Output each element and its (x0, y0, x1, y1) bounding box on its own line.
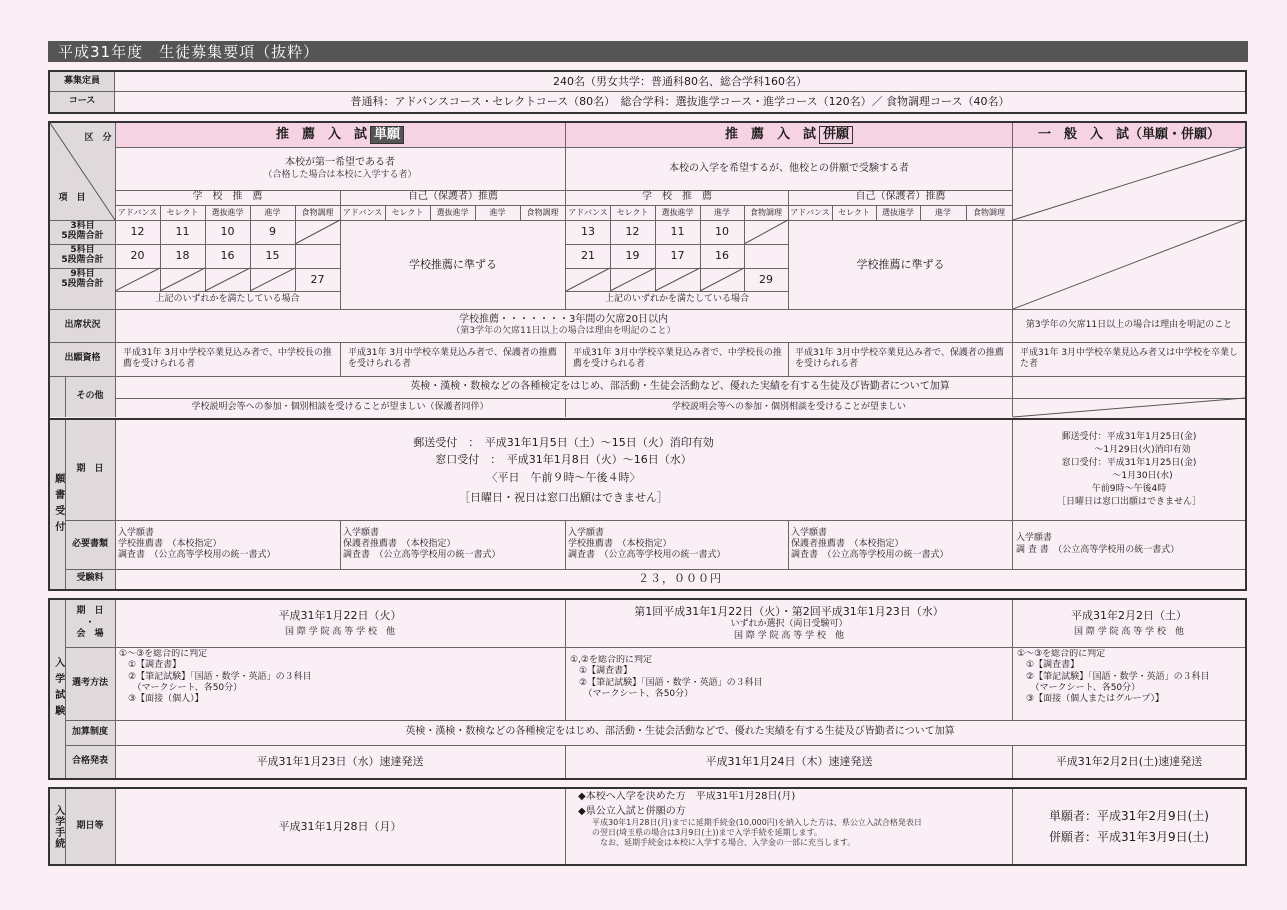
course-advance: アドバンス (790, 207, 830, 217)
procedure-single: 平成31年1月28日（月） (278, 819, 402, 833)
score-cell: 11 (175, 225, 190, 239)
course-advance: アドバンス (568, 207, 608, 217)
combined-self-rec: 自己（保護者）推薦 (855, 191, 946, 203)
qual-single-self: 平成31年 3月中学校卒業見込み者で、保護者の推薦を受けられる者 (348, 347, 557, 369)
enrollment-value: 240名（男女共学：普通科80名、総合学科160名） (553, 74, 807, 88)
course-shingaku: 進学 (489, 207, 506, 217)
exam-single-date: 平成31年1月22日（火） 国 際 学 院 高 等 学 校 他 (278, 608, 402, 638)
row-5-subjects: 5科目 5段階合計 (61, 245, 104, 265)
procedure-general: 単願者：平成31年2月9日(土) 併願者：平成31年3月9日(土) (1049, 809, 1209, 844)
score-cell: 12 (625, 225, 640, 239)
score-cell: 10 (715, 225, 729, 239)
course-select: セレクト (616, 207, 649, 217)
other-main: 英検・漢検・数検などの各種検定をはじめ、部活動・生徒会活動など、優れた実績を有する生徒及び皆勤者について加算 (410, 380, 950, 392)
single-self-follow: 学校推薦に準ずる (409, 257, 497, 271)
course-food: 食物調理 (301, 207, 334, 217)
course-food: 食物調理 (526, 207, 559, 217)
single-badge: 単願 (370, 126, 404, 144)
combined-target: 本校の入学を希望するが、他校との併願で受験する者 (669, 162, 909, 174)
method-combined: ①,②を総合的に判定 ①【調査書】 ②【筆記試験】「国語・数学・英語」の３科目 （マークシート、各50分） (570, 655, 763, 699)
docs-combined-self: 入学願書 保護者推薦書 （本校指定） 調査書 （公立高等学校用の統一書式） (791, 527, 949, 561)
score-cell: 16 (220, 249, 235, 263)
method-single: ①～③を総合的に判定 ①【調査書】 ②【筆記試験】「国語・数学・英語」の３科目 （マークシート、各50分） ③【面接（個人）】 (119, 649, 312, 704)
course-value: 普通科：アドバンスコース・セレクトコース（80名） 総合学科：選抜進学コース・進学コース（120名）／ 食物調理コース（40名） (350, 95, 1010, 109)
exam-general-date: 平成31年2月2日（土） 国 際 学 院 高 等 学 校 他 (1071, 608, 1187, 638)
course-label: コース (68, 96, 96, 107)
bonus-label: 加算制度 (71, 726, 108, 737)
attendance-general: 第3学年の欠席11日以上の場合は理由を明記のこと (1025, 319, 1233, 330)
kubun-label: 区 分 (84, 133, 112, 144)
row-3-subjects: 3科目 5段階合計 (61, 221, 104, 241)
combined-self-follow: 学校推薦に準ずる (856, 257, 945, 271)
other-single: 学校説明会等への参加・個別相談を受けることが望ましい（保護者同伴） (191, 401, 489, 412)
app-period-general: 郵送受付：平成31年1月25日(金) ～1月29日(火)消印有効 窓口受付：平成31年1月25日(金) ～1月30日(水) 午前9時～午後4時 ［日曜日は窓口出願はできません］ (1056, 431, 1201, 508)
combined-badge: 併願 (819, 126, 853, 144)
course-food: 食物調理 (973, 207, 1005, 217)
general-header: 一 般 入 試（単願・併願） (1037, 126, 1220, 142)
score-cell: 29 (759, 272, 773, 286)
exam-date-label: 期 日 ・ 会 場 (76, 605, 104, 640)
attendance-label: 出席状況 (64, 319, 101, 330)
procedure-label: 期日等 (76, 820, 104, 831)
score-cell: 19 (625, 249, 640, 263)
single-school-rec: 学 校 推 薦 (192, 191, 263, 203)
score-cell: 20 (130, 249, 145, 263)
docs-label: 必要書類 (71, 538, 108, 549)
course-senbatsu: 選抜進学 (436, 207, 469, 217)
course-select: セレクト (391, 207, 424, 217)
other-label: その他 (76, 390, 104, 401)
exam-combined-date: 第1回平成31年1月22日（火）・第2回平成31年1月23日（水） いずれか選択（両日受験可） 国 際 学 院 高 等 学 校 他 (634, 604, 944, 641)
enrollment-label: 募集定員 (63, 75, 100, 86)
page-title: 平成31年度 生徒募集要項（抜粋） (48, 41, 1248, 62)
row-9-subjects: 9科目 5段階合計 (61, 269, 104, 289)
docs-single-self: 入学願書 保護者推薦書 （本校指定） 調査書 （公立高等学校用の統一書式） (343, 527, 501, 561)
either-note: 上記のいずれかを満たしている場合 (604, 294, 749, 305)
method-label: 選考方法 (71, 677, 108, 688)
procedure-side-label: 入学手続 (52, 804, 64, 849)
course-food: 食物調理 (750, 207, 782, 217)
either-note: 上記のいずれかを満たしている場合 (155, 294, 300, 305)
course-select: セレクト (166, 207, 199, 217)
score-cell: 17 (670, 249, 685, 263)
course-advance: アドバンス (342, 207, 383, 217)
rec-single-header: 推 薦 入 試 単願 (115, 123, 565, 147)
docs-combined-school: 入学願書 学校推薦書 （本校指定） 調査書 （公立高等学校用の統一書式） (568, 527, 726, 561)
qual-combined-school: 平成31年 3月中学校卒業見込み者で、中学校長の推薦を受けられる者 (573, 347, 782, 369)
result-combined: 平成31年1月24日（木）速達発送 (705, 754, 873, 768)
koumoku-label: 項 目 (58, 193, 86, 204)
score-cell: 9 (269, 225, 276, 239)
single-self-rec: 自己（保護者）推薦 (408, 191, 498, 203)
procedure-combined: ◆本校へ入学を決めた方 平成31年1月28日(月) ◆県公立入試と併願の方 平成30年1月28日(月)までに延期手続金(10,000円)を納入した方は、県公立入試合格発表日 の翌日(埼玉県の場合は3月9日(土))まで入学手続を延期します。 なお、延期手続金は本校に入学する場合、入学金の一部に充当します。 (578, 791, 922, 847)
qualification-label: 出願資格 (64, 353, 101, 364)
score-cell: 10 (220, 225, 235, 239)
rec-combined-header: 推 薦 入 試 併願 (566, 123, 1012, 147)
course-shingaku: 進学 (935, 207, 951, 217)
docs-single-school: 入学願書 学校推薦書 （本校指定） 調査書 （公立高等学校用の統一書式） (118, 527, 276, 561)
combined-school-rec: 学 校 推 薦 (642, 191, 712, 203)
method-general: ①～③を総合的に判定 ①【調査書】 ②【筆記試験】「国語・数学・英語」の３科目 （マークシート、各50分） ③【面接（個人またはグループ）】 (1017, 649, 1210, 704)
score-cell: 15 (265, 249, 280, 263)
course-senbatsu: 選抜進学 (661, 207, 694, 217)
fee-value: ２３，０００円 (638, 572, 722, 586)
app-period-value: 郵送受付 ： 平成31年1月5日（土）～15日（火）消印有効 窓口受付 ： 平成31年1月8日（火）～16日（水） 〈平日 午前９時～午後４時〉 ［日曜日・祝日は窓口出願はできません］ (413, 436, 714, 504)
qual-general: 平成31年 3月中学校卒業見込み者又は中学校を卒業した者 (1020, 347, 1239, 369)
score-cell: 11 (670, 225, 685, 239)
course-shingaku: 進学 (264, 207, 281, 217)
qual-combined-self: 平成31年 3月中学校卒業見込み者で、保護者の推薦を受けられる者 (795, 347, 1004, 369)
course-senbatsu: 選抜進学 (211, 207, 244, 217)
bonus-value: 英検・漢検・数検などの各種検定をはじめ、部活動・生徒会活動などで、優れた実績を有する生徒及び皆勤者について加算 (405, 726, 955, 738)
score-cell: 16 (715, 249, 729, 263)
attendance-value: 学校推薦・・・・・・・3年間の欠席20日以内 （第3学年の欠席11日以上の場合は理由を明記のこと） (451, 313, 676, 337)
application-side-label: 願書受付 (52, 472, 64, 537)
score-cell: 21 (581, 249, 595, 263)
other-combined: 学校説明会等への参加・個別相談を受けることが望ましい (671, 401, 906, 412)
app-period-label: 期 日 (76, 464, 104, 475)
score-cell: 27 (310, 272, 325, 286)
single-target: 本校が第一希望である者 （合格した場合は本校に入学する者） (263, 157, 417, 180)
score-cell: 18 (175, 249, 190, 263)
qual-single-school: 平成31年 3月中学校卒業見込み者で、中学校長の推薦を受けられる者 (123, 347, 332, 369)
course-select: セレクト (838, 207, 870, 217)
score-cell: 12 (130, 225, 145, 239)
course-advance: アドバンス (117, 207, 158, 217)
course-senbatsu: 選抜進学 (882, 207, 914, 217)
fee-label: 受験料 (76, 573, 104, 584)
exam-side-label: 入学試験 (52, 657, 64, 721)
result-general: 平成31年2月2日(土)速達発送 (1055, 754, 1203, 768)
result-single: 平成31年1月23日（水）速達発送 (256, 754, 424, 768)
docs-general: 入学願書 調 査 書 （公立高等学校用の統一書式） (1016, 533, 1180, 555)
score-cell: 13 (581, 225, 595, 239)
course-shingaku: 進学 (714, 207, 730, 217)
result-label: 合格発表 (71, 755, 108, 766)
